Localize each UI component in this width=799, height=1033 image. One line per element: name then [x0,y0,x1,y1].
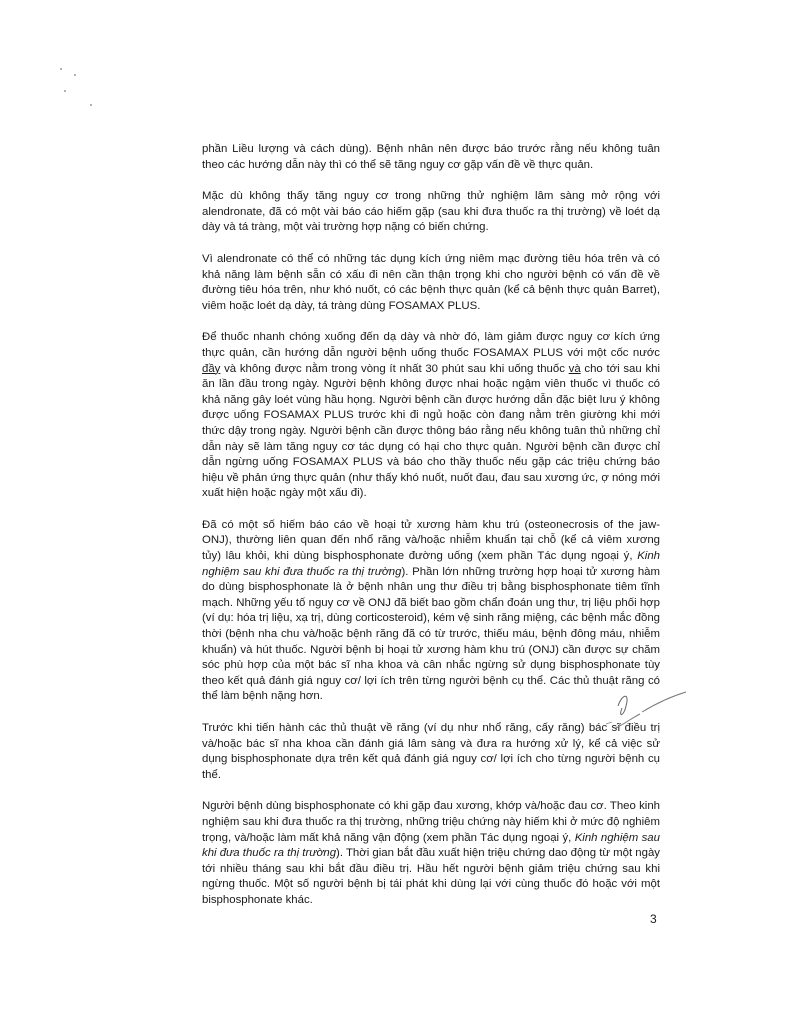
scan-specks [60,60,120,120]
paragraph-2-text: Mặc dù không thấy tăng nguy cơ trong những thử nghiệm lâm sàng mở rộng với alendronate, đã có một vài báo cáo hiếm gặp (sau khi đưa thuốc ra thị trường) về loét dạ dày và tá tràng, một vài trường hợp nặng có biến chứng. [202,190,660,234]
paragraph-1-text: phần Liều lượng và cách dùng). Bệnh nhân nên được báo trước rằng nếu không tuân theo các hướng dẫn này thì có thể sẽ tăng nguy cơ gặp vấn đề về thực quản. [202,143,660,171]
paragraph-5 [202,518,660,705]
paragraph-4-underlined-full: đầy [202,362,221,375]
paragraph-2 [202,189,660,236]
paragraph-7-italic-ref: Kinh nghiệm sau khi đưa thuốc ra thị trường [202,831,660,860]
paragraph-6-text: Trước khi tiến hành các thủ thuật về răng (ví dụ như nhổ răng, cấy răng) bác sĩ điều trị và/hoặc bác sĩ nha khoa cần đánh giá lâm sàng và đưa ra hướng xử lý, kể cả việc sử dụng bisphosphonate dựa trên kết quả đánh giá nguy cơ/ lợi ích cho từng người bệnh cụ thể. [202,722,660,781]
paragraph-3 [202,252,660,314]
page-number: 3 [650,912,657,926]
paragraph-7-text-a: Người bệnh dùng bisphosphonate có khi gặp đau xương, khớp và/hoặc đau cơ. Theo kinh nghiệm sau khi đưa thuốc ra thị trường, những triệu chứng này hiếm khi ở mức độ nghiêm trọng, và/hoặc làm mất khả năng vận động (xem phần Tác dụng ngoại ý, [202,800,660,844]
paragraph-1 [202,142,660,173]
body-text [202,142,660,925]
paragraph-4-text-c: cho tới sau khi ăn lần đầu trong ngày. Người bệnh không được nhai hoặc ngậm viên thuốc vì thuốc có khả năng gây loét vùng hầu họng. Người bệnh cần được hướng dẫn đặc biệt lưu ý không được uống FOSAMAX PLUS trước khi đi ngủ hoặc còn đang nằm trên giường khi mới thức dậy trong ngày. Người bệnh cần được thông báo rằng nếu không tuân thủ những chỉ dẫn này sẽ làm tăng nguy cơ tác dụng có hại cho thực quản. Người bệnh cần được chỉ dẫn ngừng uống FOSAMAX PLUS và báo cho thầy thuốc nếu gặp các triệu chứng báo hiệu về phản ứng thực quản (như thấy khó nuốt, nuốt đau, đau sau xương ức, ợ nóng mới xuất hiện hoặc ngày một xấu đi). [202,362,661,500]
paragraph-3-text: Vì alendronate có thể có những tác dụng kích ứng niêm mạc đường tiêu hóa trên và có khả năng làm bệnh sẵn có xấu đi nên cần thận trọng khi cho người bệnh có vấn đề về đường tiêu hóa trên, như khó nuốt, có các bệnh thực quản (kể cả bệnh thực quản Barret), viêm hoặc loét dạ dày, tá tràng dùng FOSAMAX PLUS. [202,252,660,312]
paragraph-4-text-b: và không được nằm trong vòng ít nhất 30 phút sau khi uống thuốc [220,362,569,375]
paragraph-4-text-a: Để thuốc nhanh chóng xuống đến dạ dày và nhờ đó, làm giảm được nguy cơ kích ứng thực quản, cần hướng dẫn người bệnh uống thuốc FOSAMAX PLUS với một cốc nước [202,331,660,359]
paragraph-5-text-b: ). Phần lớn những trường hợp hoại tử xương hàm do dùng bisphosphonate là ở bệnh nhân ung thư điều trị bằng bisphosphonate tiêm tĩnh mạch. Những yếu tố nguy cơ về ONJ đã biết bao gồm chẩn đoán ung thư, trị liệu phối hợp (ví dụ: hóa trị liệu, xạ trị, dùng corticosteroid), kém vệ sinh răng miệng, các bệnh mắc đồng thời (bệnh nha chu và/hoặc bệnh răng đã có từ trước, thiếu máu, bệnh đông máu, nhiễm khuẩn) và hút thuốc. Người bệnh bị hoại tử xương hàm khu trú (ONJ) cần được sự chăm sóc phù hợp của một bác sĩ nha khoa và cân nhắc ngừng sử dụng bisphosphonate tùy theo kết quả đánh giá nguy cơ/ lợi ích trên từng người bệnh cụ thể. Các thủ thuật răng có thể làm bệnh nặng hơn. [202,565,660,703]
paragraph-4-underlined-and: và [568,362,581,375]
paragraph-5-italic-ref: Kinh nghiệm sau khi đưa thuốc ra thị trường [202,550,660,578]
paragraph-5-text-a: Đã có một số hiếm báo cáo về hoại tử xương hàm khu trú (osteonecrosis of the jaw- ONJ), thường liên quan đến nhổ răng và/hoặc nhiễm khuẩn tại chỗ (kể cả viêm xương tủy) lâu khỏi, khi dùng bisphosphonate đường uống (xem phần Tác dụng ngoại ý, [202,518,660,563]
paragraph-4 [202,330,660,502]
paragraph-7-text-b: ). Thời gian bắt đầu xuất hiện triệu chứng dao động từ một ngày tới nhiều tháng sau khi bắt đầu điều trị. Hầu hết người bệnh giảm triệu chứng sau khi ngừng thuốc. Một số người bệnh bị tái phát khi dùng lại với cùng thuốc đó hoặc với một bisphosphonate khác. [202,847,661,906]
paragraph-7 [202,799,660,908]
handwritten-mark [582,688,692,740]
